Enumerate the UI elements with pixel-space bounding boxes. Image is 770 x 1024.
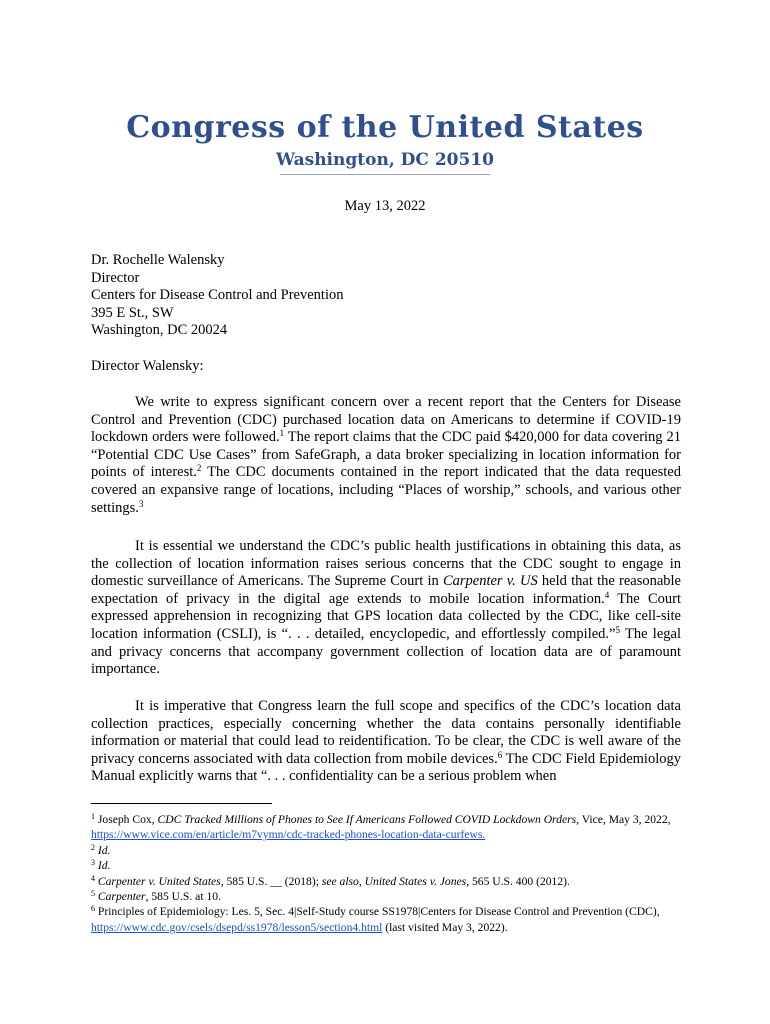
p1-text-b: The report claims that the CDC paid $420,000 for data covering 21 “Potential CDC Use Cases” from SafeGraph, a data broker specializing in location information for points of interest. xyxy=(91,429,681,481)
footnote-1-author: Joseph Cox, xyxy=(95,813,158,826)
letter-date: May 13, 2022 xyxy=(344,198,426,214)
footnote-1-number: 1 xyxy=(91,812,95,821)
footnote-5-case: Carpenter xyxy=(97,890,146,904)
footnote-6-number: 6 xyxy=(91,904,95,914)
footnote-ref-3: 3 xyxy=(138,498,144,509)
footnote-6 xyxy=(91,904,683,935)
letterhead xyxy=(0,108,770,172)
recipient-street: 395 E St., SW xyxy=(91,304,174,321)
footnote-2 xyxy=(91,843,683,858)
footnote-3-text: Id. xyxy=(97,859,111,873)
p3-text-a: It is imperative that Congress learn the full scope and specifics of the CDC’s location data collection practices, especially concerning whether the data contains personally identifiable information or material that could lead to reidentification. To be clear, the CDC is well aware of the privacy concerns associated with data collection from mobile devices. xyxy=(91,698,681,767)
recipient-address xyxy=(91,252,681,340)
footnote-5-cite: , 585 U.S. at 10. xyxy=(145,890,221,904)
letterhead-subtitle: Washington, DC 20510 xyxy=(276,150,494,170)
footnote-4-cite-1: 585 U.S. __ (2018); xyxy=(223,874,322,888)
footnote-3 xyxy=(91,858,683,873)
footnote-1-link[interactable]: https://www.vice.com/en/article/m7vymn/cdc-tracked-phones-location-data-curfews. xyxy=(91,828,486,842)
p1-text-a: We write to express significant concern over a recent report that the Centers for Disease Control and Prevention (CDC) purchased location data on Americans to determine if COVID-19 lockdown orders were followed. xyxy=(91,394,681,446)
footnote-3-number: 3 xyxy=(91,858,95,868)
recipient-city: Washington, DC 20024 xyxy=(91,322,228,339)
letterhead-title: Congress of the United States xyxy=(126,110,644,145)
footnote-6-visited: (last visited May 3, 2022). xyxy=(382,920,508,934)
recipient-organization: Centers for Disease Control and Prevention xyxy=(91,287,344,304)
footnote-1-title: CDC Tracked Millions of Phones to See If Americans Followed COVID Lockdown Orders xyxy=(157,813,577,826)
footnote-ref-1: 1 xyxy=(279,428,285,439)
footnote-2-number: 2 xyxy=(91,842,95,852)
footnote-4-comma: , xyxy=(358,874,365,888)
footnote-4-case-2: United States v. Jones xyxy=(364,874,467,888)
footnote-6-link[interactable]: https://www.cdc.gov/csels/dsepd/ss1978/lesson5/section4.html xyxy=(91,920,383,934)
footnote-4-cite-2: , 565 U.S. 400 (2012). xyxy=(466,874,570,888)
footnote-ref-2: 2 xyxy=(196,463,202,474)
p2-text-c: The Court expressed apprehension in recognizing that GPS location data collected by the CDC, like cell-site location information (CSLI), is “. . . detailed, encyclopedic, and effortlessly compiled.” xyxy=(91,590,682,642)
footnote-ref-6: 6 xyxy=(497,749,503,760)
footnote-5 xyxy=(91,889,683,904)
body-paragraph-3 xyxy=(91,698,681,786)
letterhead-divider xyxy=(280,174,490,175)
footnote-6-text: Principles of Epidemiology: Les. 5, Sec. 4|Self-Study course SS1978|Centers for Disease Control and Prevention (CDC), xyxy=(95,905,660,919)
footnote-ref-5: 5 xyxy=(615,624,620,635)
p1-text-c: The CDC documents contained in the report indicated that the data requested covered an expansive range of locations, including “Places of worship,” schools, and various other settings. xyxy=(91,464,681,516)
footnotes xyxy=(91,812,683,935)
footnote-4-case-1: Carpenter v. United States, xyxy=(97,874,224,888)
p2-text-b: held that the reasonable expectation of privacy in the digital age extends to mobile location information. xyxy=(91,573,681,607)
footnote-4 xyxy=(91,874,683,889)
p2-text-a: It is essential we understand the CDC’s public health justifications in obtaining this data, as the collection of location information raises serious concerns that the CDC sought to engage in domestic surveillance of Americans. The Supreme Court in xyxy=(91,538,681,590)
p3-text-b: The CDC Field Epidemiology Manual explicitly warns that “. . . confidentiality can be a serious problem when xyxy=(91,750,681,785)
case-name-carpenter: Carpenter v. US xyxy=(442,573,538,590)
footnote-2-text: Id. xyxy=(97,843,111,857)
body-paragraph-1 xyxy=(91,394,681,517)
footnote-4-number: 4 xyxy=(91,873,95,883)
recipient-name: Dr. Rochelle Walensky xyxy=(91,252,225,268)
footnote-ref-4: 4 xyxy=(604,589,610,600)
footnote-5-number: 5 xyxy=(91,889,95,899)
body-paragraph-2 xyxy=(91,538,681,679)
footnote-divider xyxy=(91,803,272,804)
recipient-title: Director xyxy=(91,269,140,286)
footnote-1-source: , Vice, May 3, 2022, xyxy=(576,813,671,826)
salutation: Director Walensky: xyxy=(91,358,204,374)
p2-text-d: The legal and privacy concerns that accompany government collection of location data are of paramount importance. xyxy=(91,625,681,678)
footnote-1 xyxy=(91,812,683,843)
footnote-4-see-also: see also xyxy=(321,874,359,888)
